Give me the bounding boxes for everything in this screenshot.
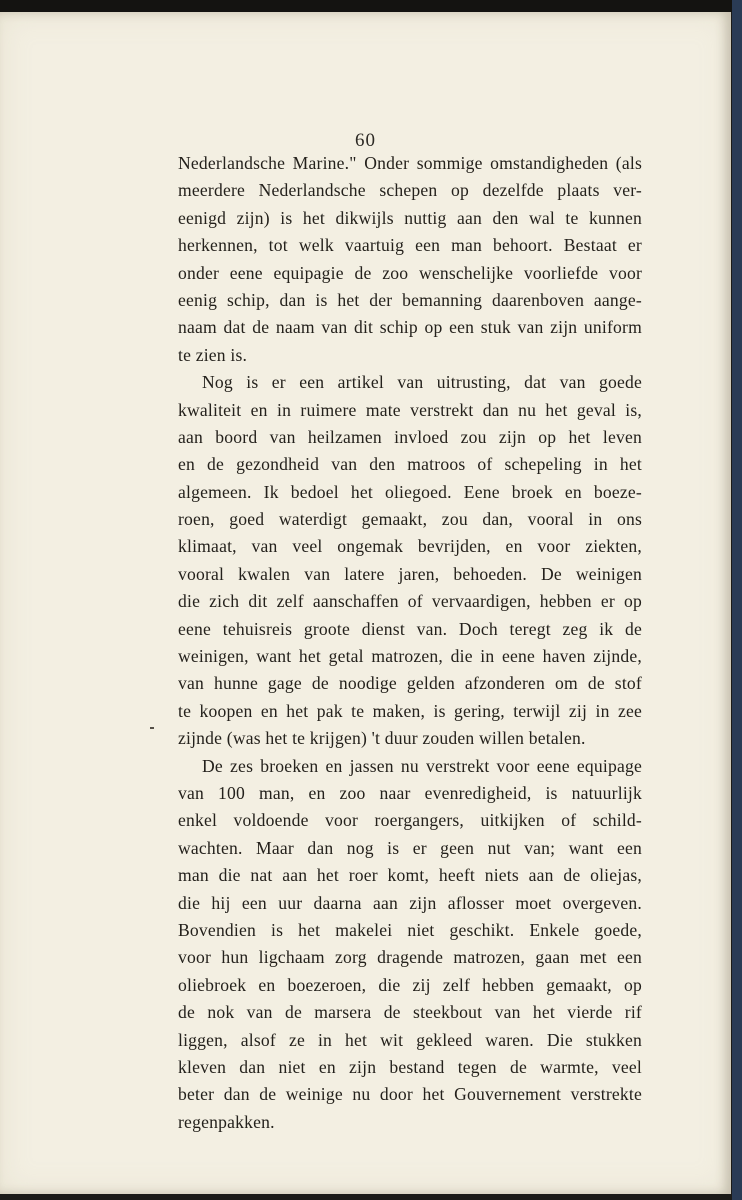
text-line: eene tehuisreis groote dienst van. Doch teregt zeg ik de — [178, 618, 642, 639]
text-line: de nok van de marsera de steekbout van het vierde rif — [178, 1002, 642, 1023]
text-line: aan boord van heilzamen invloed zou zijn op het leven — [178, 426, 642, 447]
text-line: weinigen, want het getal matrozen, die in eene haven zijnde, — [178, 646, 642, 667]
text-line: en de gezondheid van den matroos of schepeling in het — [178, 454, 642, 475]
text-line: Bovendien is het makelei niet geschikt. Enkele goede, — [178, 919, 642, 940]
text-line: die hij een uur daarna aan zijn aflosser moet overgeven. — [178, 892, 642, 913]
text-line: zijnde (was het te krijgen) 't duur zouden willen betalen. — [178, 728, 586, 749]
book-cover-edge — [732, 0, 742, 1200]
text-line: vooral kwalen van latere jaren, behoeden. De weinigen — [178, 563, 642, 584]
text-line: algemeen. Ik bedoel het oliegoed. Eene broek en boeze- — [178, 481, 642, 502]
text-line: naam dat de naam van dit schip op een stuk van zijn uniform — [178, 317, 642, 338]
text-line: Nederlandsche Marine." Onder sommige omstandigheden (als — [178, 153, 642, 173]
margin-mark — [150, 727, 154, 729]
text-line: kwaliteit en in ruimere mate verstrekt dan nu het geval is, — [178, 399, 642, 420]
text-line: liggen, alsof ze in het wit gekleed waren. Die stukken — [178, 1029, 642, 1050]
scan-top-border — [0, 0, 742, 12]
text-line: beter dan de weinige nu door het Gouvernement verstrekte — [178, 1084, 642, 1105]
text-line: te zien is. — [178, 344, 248, 365]
page-number: 60 — [355, 130, 376, 151]
text-line: onder eene equipagie de zoo wenschelijke voorliefde voor — [178, 262, 642, 283]
text-line: klimaat, van veel ongemak bevrijden, en voor ziekten, — [178, 536, 642, 557]
text-line: oliebroek en boezeroen, die zij zelf hebben gemaakt, op — [178, 974, 642, 995]
text-line: man die nat aan het roer komt, heeft niets aan de oliejas, — [178, 865, 642, 886]
text-line: regenpakken. — [178, 1111, 275, 1132]
text-line: roen, goed waterdigt gemaakt, zou dan, vooral in ons — [178, 509, 642, 530]
text-line: die zich dit zelf aanschaffen of vervaardigen, hebben er op — [178, 591, 642, 612]
text-line: van hunne gage de noodige gelden afzonderen om de stof — [178, 673, 642, 694]
text-line: wachten. Maar dan nog is er geen nut van; want een — [178, 837, 642, 858]
text-line: herkennen, tot welk vaartuig een man behoort. Bestaat er — [178, 235, 642, 256]
text-line: meerdere Nederlandsche schepen op dezelfde plaats ver- — [178, 180, 642, 201]
text-line: eenigd zijn) is het dikwijls nuttig aan den wal te kunnen — [178, 207, 642, 228]
paragraph-start-line: Nog is er een artikel van uitrusting, dat van goede — [202, 372, 642, 393]
text-line: van 100 man, en zoo naar evenredigheid, is natuurlijk — [178, 782, 642, 803]
paragraph-start-line: De zes broeken en jassen nu verstrekt voor eene equipage — [202, 755, 642, 776]
text-line: enkel voldoende voor roergangers, uitkijken of schild- — [178, 810, 642, 831]
text-line: eenig schip, dan is het der bemanning daarenboven aange- — [178, 289, 642, 310]
text-line: voor hun ligchaam zorg dragende matrozen, gaan met een — [178, 947, 642, 968]
body-text — [178, 150, 642, 1136]
text-line: te koopen en het pak te maken, is gering, terwijl zij in zee — [178, 700, 642, 721]
text-line: kleven dan niet en zijn bestand tegen de warmte, veel — [178, 1056, 642, 1077]
